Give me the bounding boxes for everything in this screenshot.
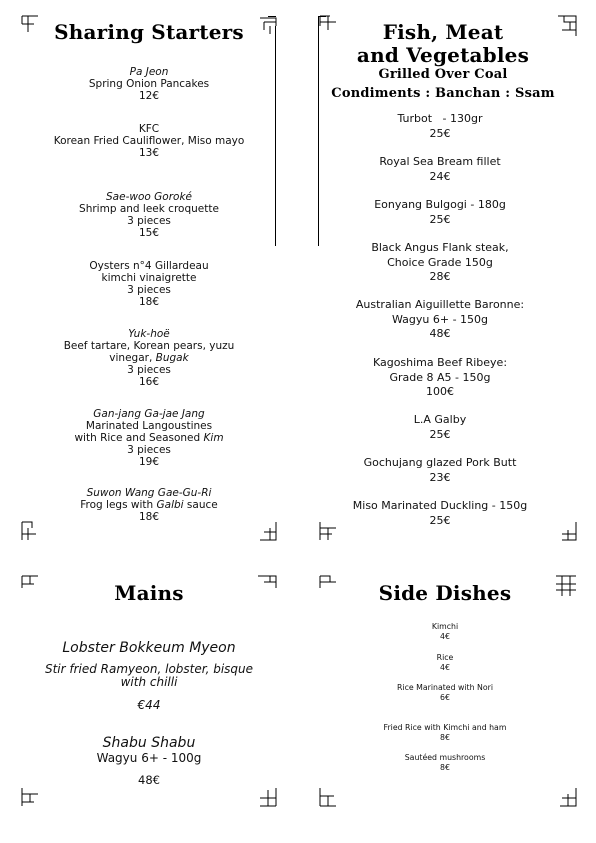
section-title-mains: Mains bbox=[114, 581, 184, 605]
item-price: 18€ bbox=[138, 296, 160, 308]
item-desc-part: Galbi bbox=[156, 499, 184, 511]
item-desc: kimchi vinaigrette bbox=[101, 272, 197, 284]
list-item bbox=[20, 191, 278, 239]
item-price: 4€ bbox=[440, 632, 450, 641]
item-desc: Korean Fried Cauliflower, Miso mayo bbox=[53, 135, 245, 147]
item-desc bbox=[20, 499, 278, 511]
list-item bbox=[20, 735, 278, 787]
item-name: Wagyu 6+ - 150g bbox=[391, 312, 489, 326]
item-price: 48€ bbox=[429, 327, 451, 340]
list-item bbox=[320, 413, 560, 442]
item-price: 19€ bbox=[138, 456, 160, 468]
item-desc: Marinated Langoustines bbox=[85, 420, 213, 432]
corner-ornament-icon bbox=[20, 520, 42, 542]
item-desc: Shrimp and leek croquette bbox=[79, 203, 219, 215]
item-qty: 3 pieces bbox=[127, 284, 171, 296]
item-price: 6€ bbox=[440, 693, 450, 702]
list-item bbox=[320, 456, 560, 485]
list-item bbox=[330, 622, 560, 642]
item-name: Lobster Bokkeum Myeon bbox=[62, 640, 236, 656]
list-item bbox=[320, 356, 560, 400]
section-subtitle-condiments: Condiments : Banchan : Ssam bbox=[331, 86, 555, 101]
item-name: Eonyang Bulgogi - 180g bbox=[374, 198, 506, 211]
corner-ornament-icon bbox=[556, 14, 578, 38]
item-price: 15€ bbox=[138, 227, 160, 239]
list-item bbox=[330, 723, 560, 743]
item-desc-part: vinegar, bbox=[109, 352, 156, 364]
list-item bbox=[20, 640, 278, 712]
section-title-grill-line1: Fish, Meat bbox=[382, 20, 504, 44]
list-item bbox=[20, 487, 278, 523]
item-desc bbox=[20, 352, 278, 364]
list-item bbox=[20, 123, 278, 159]
item-desc: Wagyu 6+ - 100g bbox=[96, 751, 202, 765]
list-item bbox=[320, 298, 560, 342]
list-item bbox=[320, 241, 560, 285]
item-price: 25€ bbox=[429, 212, 451, 226]
item-desc-part: Frog legs with bbox=[80, 499, 157, 511]
item-desc bbox=[20, 432, 278, 444]
corner-ornament-icon bbox=[256, 520, 278, 542]
item-name: Shabu Shabu bbox=[102, 735, 196, 751]
item-name: Fried Rice with Kimchi and ham bbox=[383, 723, 507, 732]
corner-ornament-icon bbox=[256, 786, 278, 808]
item-price: 18€ bbox=[138, 511, 160, 523]
item-price: 48€ bbox=[138, 773, 160, 787]
item-price: 25€ bbox=[429, 126, 451, 140]
corner-ornament-icon bbox=[256, 574, 278, 594]
list-item bbox=[20, 66, 278, 102]
section-title-grill-line2: and Vegetables bbox=[356, 43, 530, 67]
item-name: Pa Jeon bbox=[129, 66, 169, 78]
item-desc: Beef tartare, Korean pears, yuzu bbox=[63, 340, 235, 352]
list-item bbox=[320, 499, 560, 528]
item-desc: Stir fried Ramyeon, lobster, bisque bbox=[44, 662, 254, 676]
item-price: 25€ bbox=[429, 513, 451, 527]
list-item bbox=[20, 328, 278, 388]
section-subtitle-grill: Grilled Over Coal bbox=[378, 67, 508, 82]
section-title-sides: Side Dishes bbox=[378, 581, 512, 605]
item-desc: Spring Onion Pancakes bbox=[88, 78, 210, 90]
item-name: Australian Aiguillette Baronne: bbox=[355, 298, 525, 311]
corner-ornament-icon bbox=[258, 16, 278, 36]
item-desc-part: sauce bbox=[183, 499, 218, 511]
item-price: 24€ bbox=[429, 169, 451, 183]
list-item bbox=[330, 753, 560, 773]
item-name: Miso Marinated Duckling - 150g bbox=[352, 499, 528, 512]
item-name: Kagoshima Beef Ribeye: bbox=[372, 356, 508, 369]
item-price: €44 bbox=[137, 698, 161, 712]
item-qty: 3 pieces bbox=[127, 215, 171, 227]
item-name: Sae-woo Goroké bbox=[106, 191, 192, 203]
item-name: Black Angus Flank steak, bbox=[371, 241, 509, 254]
item-name: Rice bbox=[436, 653, 454, 662]
item-price: 28€ bbox=[429, 270, 451, 283]
item-name: Gan-jang Ga-jae Jang bbox=[93, 408, 205, 420]
item-name: Rice Marinated with Nori bbox=[396, 683, 494, 692]
corner-ornament-icon bbox=[20, 786, 42, 808]
item-name: Gochujang glazed Pork Butt bbox=[363, 456, 517, 469]
item-desc-part: Bugak bbox=[155, 352, 189, 364]
item-price: 13€ bbox=[138, 147, 160, 159]
item-name: Kimchi bbox=[431, 622, 459, 631]
corner-ornament-icon bbox=[556, 786, 578, 808]
list-item bbox=[320, 112, 560, 141]
section-title-sharing: Sharing Starters bbox=[54, 20, 244, 44]
item-name: Suwon Wang Gae-Gu-Ri bbox=[86, 487, 212, 499]
item-price: 4€ bbox=[440, 663, 450, 672]
divider-line bbox=[318, 16, 319, 246]
item-price: 8€ bbox=[440, 763, 450, 772]
item-name: Grade 8 A5 - 150g bbox=[389, 370, 491, 384]
item-name: Royal Sea Bream fillet bbox=[379, 155, 501, 168]
item-desc-part: Kim bbox=[203, 432, 224, 444]
item-price: 100€ bbox=[426, 385, 454, 398]
list-item bbox=[330, 653, 560, 673]
item-qty: 3 pieces bbox=[127, 364, 171, 376]
item-name: KFC bbox=[138, 123, 160, 135]
item-name: Sautéed mushrooms bbox=[404, 753, 486, 762]
corner-ornament-icon bbox=[20, 14, 40, 34]
list-item bbox=[20, 408, 278, 468]
item-qty: 3 pieces bbox=[127, 444, 171, 456]
item-name: Turbot - 130gr bbox=[397, 112, 483, 125]
list-item bbox=[20, 260, 278, 308]
item-name: Choice Grade 150g bbox=[387, 255, 493, 269]
list-item bbox=[320, 155, 560, 184]
item-name: Oysters n°4 Gillardeau bbox=[89, 260, 209, 272]
item-price: 12€ bbox=[138, 90, 160, 102]
item-price: 8€ bbox=[440, 733, 450, 742]
item-name: L.A Galby bbox=[413, 413, 467, 426]
list-item bbox=[330, 683, 560, 703]
item-price: 23€ bbox=[429, 470, 451, 484]
list-item bbox=[320, 198, 560, 227]
corner-ornament-icon bbox=[318, 786, 340, 808]
item-price: 25€ bbox=[429, 427, 451, 441]
item-desc: with chilli bbox=[120, 675, 178, 689]
corner-ornament-icon bbox=[20, 574, 42, 594]
item-name: Yuk-hoë bbox=[128, 328, 170, 340]
item-desc-part: with Rice and Seasoned bbox=[74, 432, 204, 444]
item-price: 16€ bbox=[138, 376, 160, 388]
